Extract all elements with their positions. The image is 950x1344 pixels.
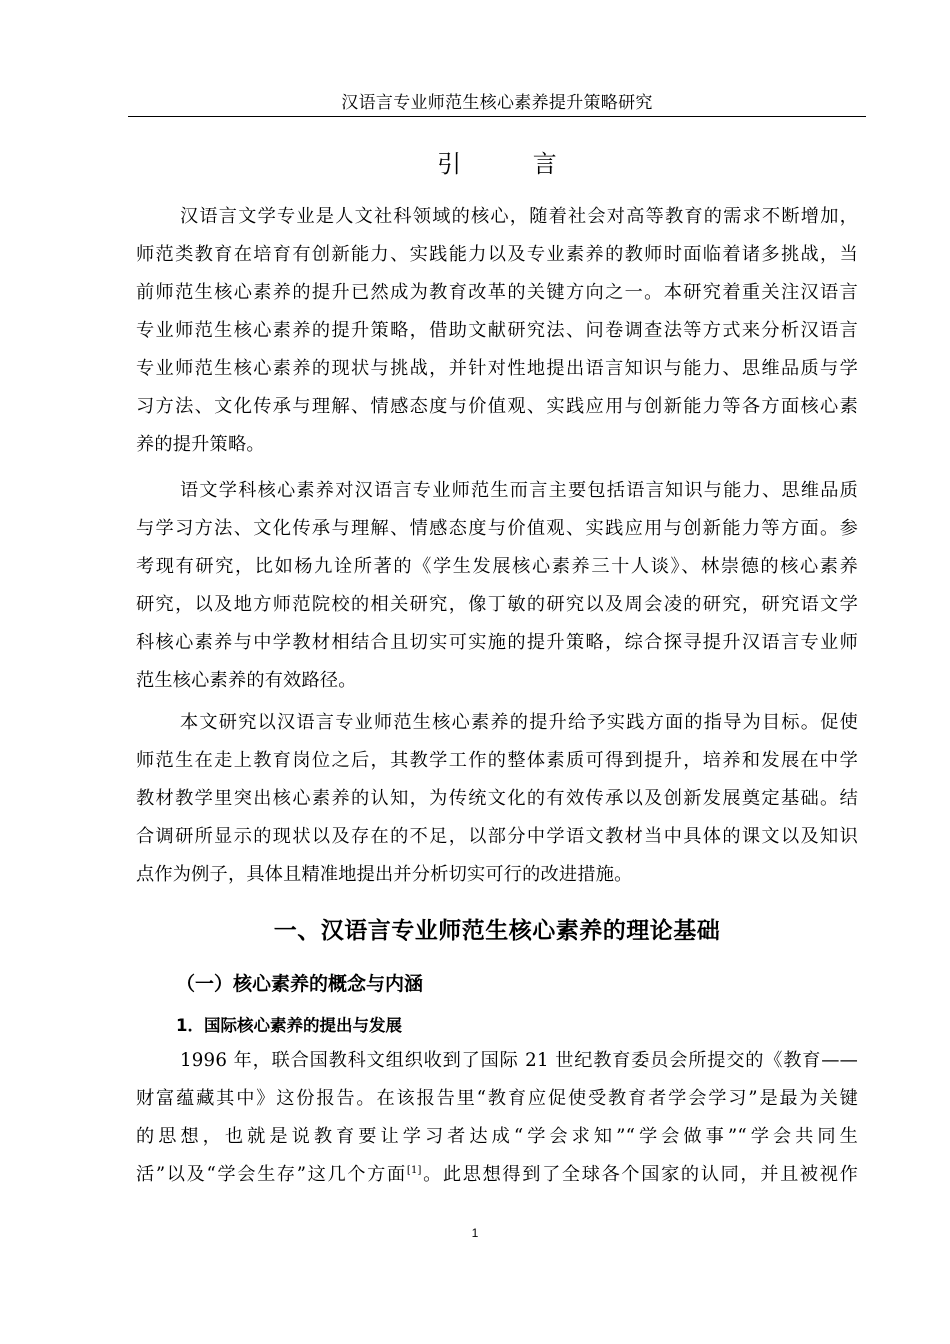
text-line: 科核心素养与中学教材相结合且切实可实施的提升策略，综合探寻提升汉语言专业师	[136, 632, 858, 653]
text-line: 教材教学里突出核心素养的认知，为传统文化的有效传承以及创新发展奠定基础。结	[136, 788, 858, 809]
text-line: 本文研究以汉语言专业师范生核心素养的提升给予实践方面的指导为目标。促使	[180, 712, 858, 733]
citation-marker[interactable]: [1]	[406, 1165, 422, 1176]
text-line: 的思想，也就是说教育要让学习者达成“学会求知”“学会做事”“学会共同生	[136, 1126, 858, 1147]
intro-paragraph-2	[136, 472, 858, 700]
text-line: 养的提升策略。	[136, 434, 265, 455]
section-heading: 一、汉语言专业师范生核心素养的理论基础	[273, 918, 721, 944]
text-span: 。此思想得到了全球各个国家的认同，并且被视作	[421, 1164, 858, 1185]
text-line: 师范生在走上教育岗位之后，其教学工作的整体素质可得到提升，培养和发展在中学	[136, 750, 858, 771]
subsection-heading: （一）核心素养的概念与内涵	[176, 973, 424, 995]
intro-heading: 引 言	[437, 150, 589, 178]
intro-paragraph-1	[136, 198, 858, 464]
intro-paragraph-3	[136, 704, 858, 894]
text-line-with-citation	[136, 1156, 858, 1194]
text-line: 1996 年，联合国教科文组织收到了国际 21 世纪教育委员会所提交的《教育——	[180, 1050, 858, 1071]
text-line: 合调研所显示的现状以及存在的不足，以部分中学语文教材当中具体的课文以及知识	[136, 826, 858, 847]
text-line: 语文学科核心素养对汉语言专业师范生而言主要包括语言知识与能力、思维品质	[180, 480, 858, 501]
text-line: 点作为例子，具体且精准地提出并分析切实可行的改进措施。	[136, 864, 633, 885]
text-line: 专业师范生核心素养的提升策略，借助文献研究法、问卷调查法等方式来分析汉语言	[136, 320, 858, 341]
text-line: 前师范生核心素养的提升已然成为教育改革的关键方向之一。本研究着重关注汉语言	[136, 282, 858, 303]
text-line: 专业师范生核心素养的现状与挑战，并针对性地提出语言知识与能力、思维品质与学	[136, 358, 858, 379]
text-line: 习方法、文化传承与理解、情感态度与价值观、实践应用与创新能力等各方面核心素	[136, 396, 858, 417]
text-line: 范生核心素养的有效路径。	[136, 670, 357, 691]
text-line: 财富蕴藏其中》这份报告。在该报告里“教育应促使受教育者学会学习”是最为关键	[136, 1088, 858, 1109]
page-number: 1	[471, 1226, 479, 1240]
text-line: 研究，以及地方师范院校的相关研究，像丁敏的研究以及周会凌的研究，研究语文学	[136, 594, 858, 615]
text-span: 活”以及“学会生存”这几个方面	[136, 1164, 407, 1185]
header-divider	[128, 116, 866, 117]
text-line: 考现有研究，比如杨九诠所著的《学生发展核心素养三十人谈》、林崇德的核心素养	[136, 556, 858, 577]
text-line: 汉语言文学专业是人文社科领域的核心，随着社会对高等教育的需求不断增加，	[180, 206, 858, 227]
section-paragraph	[136, 1042, 858, 1194]
running-header-title: 汉语言专业师范生核心素养提升策略研究	[341, 93, 653, 113]
text-line: 与学习方法、文化传承与理解、情感态度与价值观、实践应用与创新能力等方面。参	[136, 518, 858, 539]
subsubsection-heading: 1．国际核心素养的提出与发展	[176, 1016, 402, 1035]
text-line: 师范类教育在培育有创新能力、实践能力以及专业素养的教师时面临着诸多挑战，当	[136, 244, 858, 265]
